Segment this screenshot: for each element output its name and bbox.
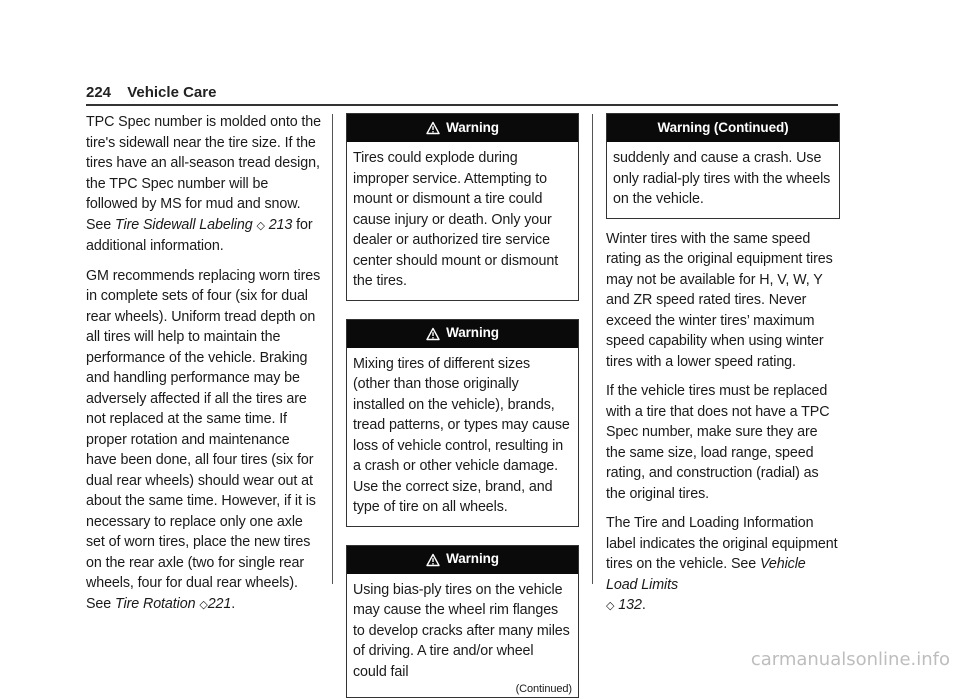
xref-tire-sidewall-labeling[interactable]: Tire Sidewall Labeling xyxy=(115,217,253,233)
warning-box-service xyxy=(346,113,579,301)
xref-vehicle-load-limits[interactable]: Vehicle Load Limits xyxy=(606,556,806,593)
paragraph-loading-label: The Tire and Loading Information label indicates the original equipment tires on the vehicle. See Vehicle Load Limits ◇ 132. xyxy=(606,513,840,617)
page-header xyxy=(86,84,216,101)
xref-page-221[interactable]: 221 xyxy=(208,596,232,612)
paragraph-tpc-spec: TPC Spec number is molded onto the tire's sidewall near the tire size. If the tires have an all-season tread design, the TPC Spec number will be followed by MS for mud and snow. See Tire Sidewall Labeling ◇ 213 for additional information. xyxy=(86,112,323,257)
continued-label: (Continued) xyxy=(347,683,578,697)
warning-triangle-icon xyxy=(426,553,440,567)
cross-reference-arrow-icon: ◇ xyxy=(256,220,264,232)
xref-page-132[interactable]: 132 xyxy=(618,597,642,613)
header-rule xyxy=(86,104,838,106)
warning-box-bias-ply xyxy=(346,545,579,698)
xref-tire-rotation[interactable]: Tire Rotation xyxy=(115,596,195,612)
column-2 xyxy=(346,113,579,698)
warning-header: Warning xyxy=(347,320,578,348)
warning-text: suddenly and cause a crash. Use only radial-ply tires with the wheels on the vehicle. xyxy=(607,142,839,218)
warning-header: Warning xyxy=(347,546,578,574)
paragraph-tpc-replacement: If the vehicle tires must be replaced with a tire that does not have a TPC Spec number, make sure they are the same size, load range, speed rating, and construction (radial) as the original tires. xyxy=(606,381,840,504)
warning-triangle-icon xyxy=(426,121,440,135)
warning-text: Mixing tires of different sizes (other than those originally installed on the vehicle), brands, tread patterns, or types may cause loss of vehicle control, resulting in a crash or other vehicle damage. Use the correct size, brand, and type of tire on all wheels. xyxy=(347,348,578,526)
column-1 xyxy=(86,112,323,624)
paragraph-replacing-tires: GM recommends replacing worn tires in complete sets of four (six for dual rear wheels). Uniform tread depth on all tires will help to maintain the performance of the vehicle. Braking and handling performance may be adversely affected if all the tires are not replaced at the same time. If proper rotation and maintenance have been done, all four tires (six for dual rear wheels) should wear out at about the same time. However, if it is necessary to replace only one axle set of worn tires, place the new tires on the rear axle (two for single rear wheels, four for dual rear wheels). See Tire Rotation ◇221. xyxy=(86,266,323,616)
xref-page-213[interactable]: 213 xyxy=(269,217,293,233)
warning-text: Tires could explode during improper service. Attempting to mount or dismount a tire could cause injury or death. Only your dealer or authorized tire service center should mount or dismount the tires. xyxy=(347,142,578,300)
cross-reference-arrow-icon: ◇ xyxy=(199,599,207,611)
warning-text: Using bias-ply tires on the vehicle may cause the wheel rim flanges to develop cracks after many miles of driving. A tire and/or wheel could fail xyxy=(347,574,578,686)
column-3 xyxy=(606,113,840,626)
column-divider-1 xyxy=(332,114,333,584)
warning-box-mixing-tires xyxy=(346,319,579,527)
warning-triangle-icon xyxy=(426,327,440,341)
cross-reference-arrow-icon: ◇ xyxy=(606,600,614,612)
warning-box-continued xyxy=(606,113,840,219)
paragraph-winter-tires: Winter tires with the same speed rating as the original equipment tires may not be available for H, V, W, Y and ZR speed rated tires. Never exceed the winter tires’ maximum speed capability when using winter tires with a lower speed rating. xyxy=(606,229,840,373)
section-title: Vehicle Care xyxy=(127,84,216,101)
column-divider-2 xyxy=(592,114,593,584)
warning-header: Warning (Continued) xyxy=(607,114,839,142)
page-number: 224 xyxy=(86,84,111,101)
watermark: carmanualsonline.info xyxy=(751,649,950,670)
warning-header: Warning xyxy=(347,114,578,142)
